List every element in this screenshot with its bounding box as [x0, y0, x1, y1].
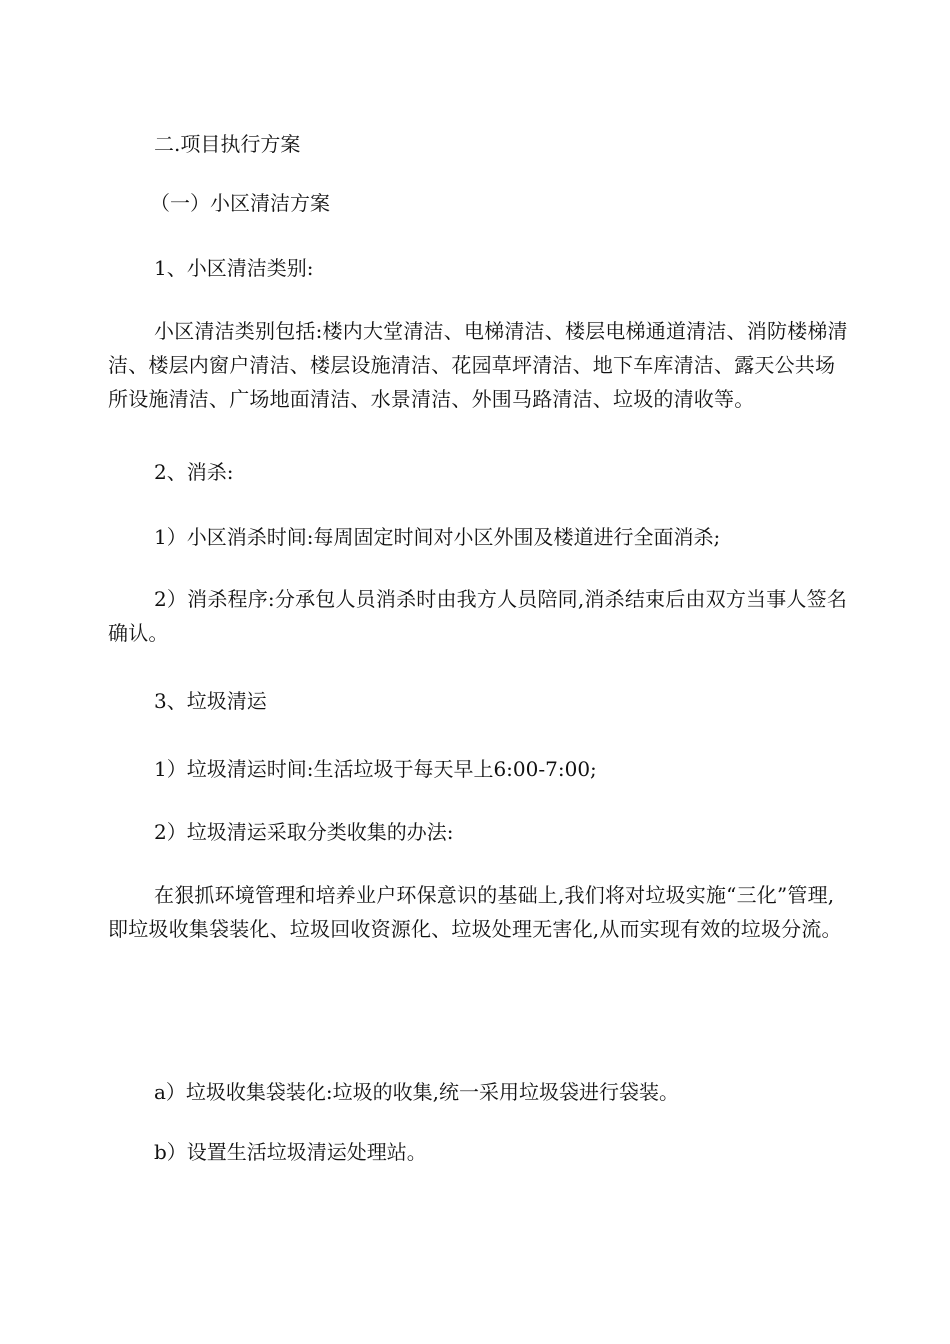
list-item: 1）垃圾清运时间:生活垃圾于每天早上6:00-7:00;	[154, 757, 597, 781]
document-heading: 二.项目执行方案	[154, 132, 301, 156]
list-item: b）设置生活垃圾清运处理站。	[154, 1140, 427, 1164]
list-item: 1）小区消杀时间:每周固定时间对小区外围及楼道进行全面消杀;	[154, 525, 721, 549]
item-title: 2、消杀:	[154, 460, 234, 484]
list-item: a）垃圾收集袋装化:垃圾的收集,统一采用垃圾袋进行袋装。	[154, 1080, 680, 1104]
item-title: 3、垃圾清运	[154, 689, 267, 713]
paragraph: 小区清洁类别包括:楼内大堂清洁、电梯清洁、楼层电梯通道清洁、消防楼梯清洁、楼层内窗户清洁、楼层设施清洁、花园草坪清洁、地下车库清洁、露天公共场所设施清洁、广场地面清洁、水景清洁、外围马路清洁、垃圾的清收等。	[108, 319, 848, 411]
list-item: 2）消杀程序:分承包人员消杀时由我方人员陪同,消杀结束后由双方当事人签名确认。	[108, 587, 848, 645]
section-title: （一）小区清洁方案	[150, 191, 330, 215]
list-item: 2）垃圾清运采取分类收集的办法:	[154, 820, 454, 844]
item-title: 1、小区清洁类别:	[154, 256, 314, 280]
paragraph: 在狠抓环境管理和培养业户环保意识的基础上,我们将对垃圾实施“三化”管理,即垃圾收集袋装化、垃圾回收资源化、垃圾处理无害化,从而实现有效的垃圾分流。	[108, 883, 842, 941]
